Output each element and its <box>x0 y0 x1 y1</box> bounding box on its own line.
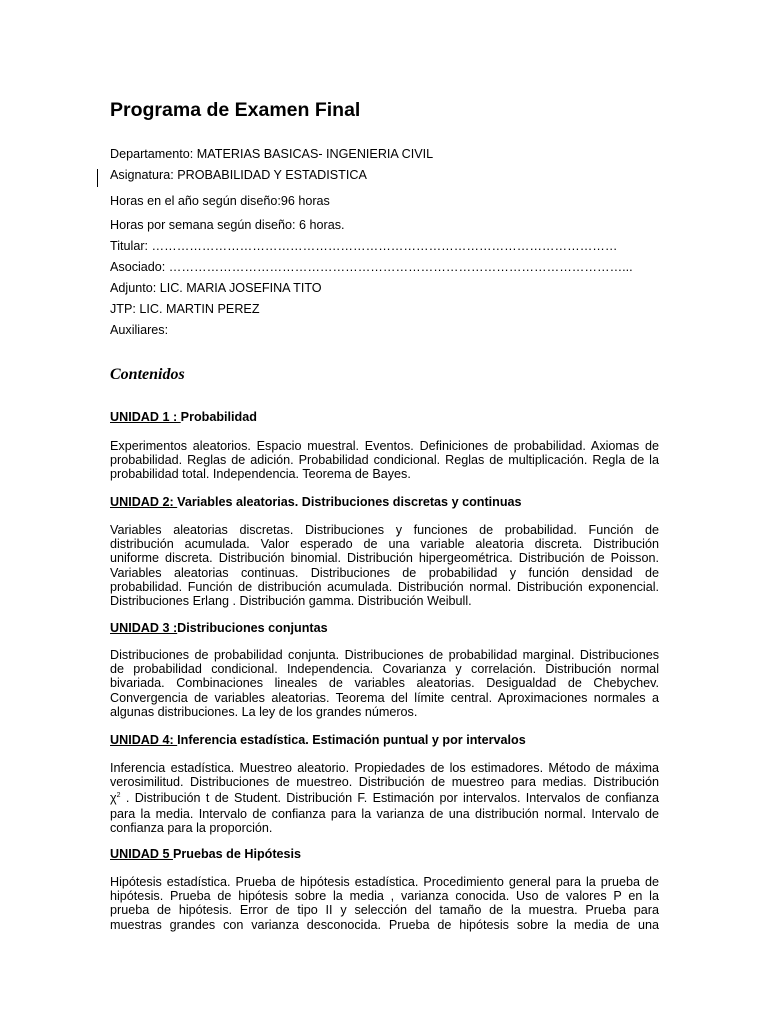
adjunto-line: Adjunto: LIC. MARIA JOSEFINA TITO <box>110 281 322 295</box>
unit-4-line: Inferencia estadística. Muestreo aleatorio. Propiedades de los estimadores. Método de máxima <box>110 761 659 775</box>
departamento-line: Departamento: MATERIAS BASICAS- INGENIERIA CIVIL <box>110 147 434 161</box>
unit-3-line: Distribuciones de probabilidad conjunta. Distribuciones de probabilidad marginal. Distribuciones <box>110 648 659 662</box>
unit-4-line: verosimilitud. Distribuciones de muestreo. Distribución de muestreo para medias. Distribución <box>110 775 659 790</box>
unit-5-line: hipótesis. Prueba de hipótesis sobre la media , varianza conocida. Uso de valores P en la <box>110 889 659 904</box>
chi-line-text: . Distribución t de Student. Distribución F. Estimación por intervalos. Intervalos de confianza <box>120 791 659 806</box>
unit-3-line: de probabilidad condicional. Independencia. Covarianza y correlación. Distribución normal <box>110 662 659 677</box>
horas-semana-line: Horas por semana según diseño: 6 horas. <box>110 218 345 232</box>
unit-1-heading <box>110 410 257 424</box>
unit-5-label: UNIDAD 5 <box>110 847 173 861</box>
unit-4-label: UNIDAD 4: <box>110 733 178 747</box>
unit-4-body <box>110 761 659 835</box>
unit-3-title: Distribuciones conjuntas <box>177 621 328 635</box>
unit-2-body <box>110 523 659 608</box>
unit-2-line: uniforme discreta. Distribución binomial. Distribución hipergeométrica. Distribución de Poisson. <box>110 551 659 566</box>
unit-2-line: Distribuciones Erlang . Distribución gamma. Distribución Weibull. <box>110 594 472 609</box>
unit-4-line: para la media. Intervalo de confianza para la varianza de una distribución normal. Intervalo de <box>110 806 659 821</box>
unit-1-line: probabilidad. Reglas de adición. Probabilidad condicional. Reglas de multiplicación. Regla de la <box>110 453 659 468</box>
asociado-line: Asociado: ………………………………………………………………………………………………... <box>110 260 633 274</box>
asignatura-line: Asignatura: PROBABILIDAD Y ESTADISTICA <box>110 168 367 182</box>
auxiliares-line: Auxiliares: <box>110 323 169 337</box>
titular-line: Titular: ………………………………………………………………………………………………… <box>110 239 618 253</box>
unit-5-line: muestras grandes con varianza desconocida. Prueba de hipótesis sobre la media de una <box>110 917 659 932</box>
unit-1-title: Probabilidad <box>180 410 257 424</box>
unit-1-label: UNIDAD 1 : <box>110 410 181 424</box>
unit-1-line: probabilidad total. Independencia. Teorema de Bayes. <box>110 467 411 482</box>
unit-1-body <box>110 439 659 482</box>
document-title: Programa de Examen Final <box>110 99 361 121</box>
contenidos-heading: Contenidos <box>110 366 185 383</box>
unit-2-line: Variables aleatorias continuas. Distribuciones de probabilidad y función densidad de <box>110 565 659 580</box>
unit-3-heading <box>110 621 328 635</box>
unit-4-heading <box>110 733 526 747</box>
unit-4-line: confianza para la proporción. <box>110 820 273 835</box>
chi-exponent: 2 <box>116 792 121 800</box>
unit-1-line: Experimentos aleatorios. Espacio muestral. Eventos. Definiciones de probabilidad. Axiomas de <box>110 439 659 453</box>
jtp-line: JTP: LIC. MARTIN PEREZ <box>110 302 260 316</box>
unit-4-chi-line <box>110 791 659 805</box>
unit-5-heading <box>110 847 301 861</box>
unit-5-line: prueba de hipótesis. Error de tipo II y selección del tamaño de la muestra. Prueba para <box>110 903 659 918</box>
chi-symbol: χ <box>110 791 117 806</box>
unit-2-heading <box>110 495 522 509</box>
unit-2-line: Variables aleatorias discretas. Distribuciones y funciones de probabilidad. Función de <box>110 523 659 537</box>
unit-2-label: UNIDAD 2: <box>110 495 178 509</box>
unit-3-label: UNIDAD 3 : <box>110 621 178 635</box>
unit-5-line: Hipótesis estadística. Prueba de hipótesis estadística. Procedimiento general para la prueba de <box>110 875 659 889</box>
unit-5-title: Pruebas de Hipótesis <box>172 847 302 861</box>
unit-2-line: probabilidad. Función de distribución acumulada. Distribución normal. Distribución exponencial. <box>110 579 659 594</box>
unit-5-body <box>110 875 659 932</box>
unit-3-body <box>110 648 659 719</box>
unit-3-line: algunas distribuciones. La ley de los grandes números. <box>110 704 418 719</box>
unit-3-line: bivariada. Combinaciones lineales de variables aleatorias. Desigualdad de Chebychev. <box>110 676 659 691</box>
horas-anio-line: Horas en el año según diseño:96 horas <box>110 194 330 208</box>
unit-4-title: Inferencia estadística. Estimación puntual y por intervalos <box>177 733 526 747</box>
unit-2-line: distribución acumulada. Valor esperado de una variable aleatoria discreta. Distribución <box>110 537 659 552</box>
unit-3-line: Convergencia de variables aleatorias. Teorema del límite central. Aproximaciones normales a <box>110 690 659 705</box>
unit-2-title: Variables aleatorias. Distribuciones discretas y continuas <box>177 495 522 509</box>
text-cursor-mark <box>97 169 98 187</box>
